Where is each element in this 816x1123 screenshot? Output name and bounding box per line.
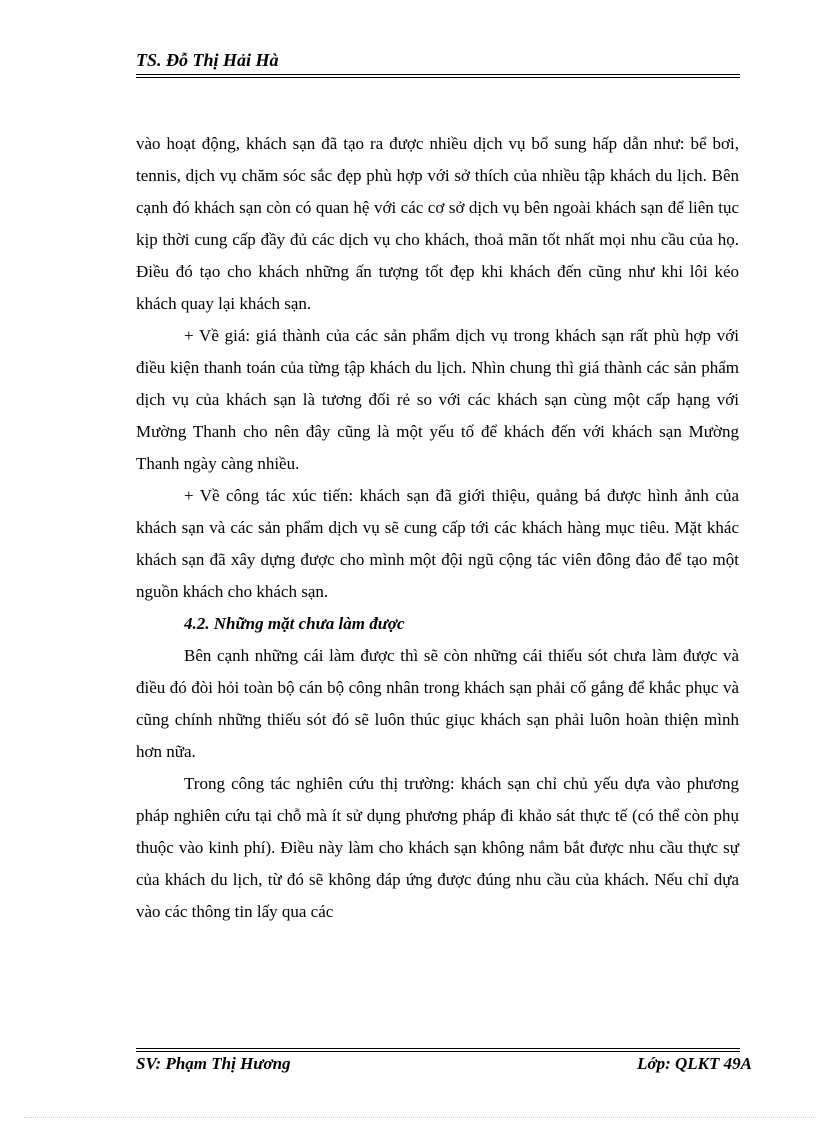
section-heading: 4.2. Những mặt chưa làm được: [184, 614, 405, 633]
header-author: TS. Đỗ Thị Hải Hà: [136, 50, 279, 70]
document-body: [136, 128, 739, 928]
paragraph-market-research: Trong công tác nghiên cứu thị trường: khách sạn chỉ chủ yếu dựa vào phương pháp nghiên cứu tại chỗ mà ít sử dụng phương pháp đi khảo sát thực tế (có thể còn phụ thuộc vào kinh phí). Điều này làm cho khách sạn không nắm bắt được nhu cầu thực sự của khách du lịch, từ đó sẽ không đáp ứng được đúng nhu cầu của khách. Nếu chỉ dựa vào các thông tin lấy qua các: [136, 774, 739, 921]
header-divider: [136, 77, 740, 78]
footer-class: Lớp: QLKT 49A: [637, 1054, 752, 1073]
paragraph-price: + Về giá: giá thành của các sản phẩm dịch vụ trong khách sạn rất phù hợp với điều kiện thanh toán của từng tập khách du lịch. Nhìn chung thì giá thành các sản phẩm dịch vụ của khách sạn là tương đối rẻ so với các khách sạn cùng một cấp hạng với Mường Thanh cho nên đây cũng là một yếu tố để khách đến với khách sạn Mường Thanh ngày càng nhiều.: [136, 326, 739, 473]
paragraph-continued: vào hoạt động, khách sạn đã tạo ra được nhiều dịch vụ bổ sung hấp dẫn như: bể bơi, tennis, dịch vụ chăm sóc sắc đẹp phù hợp với sở thích của nhiều tập khách du lịch. Bên cạnh đó khách sạn còn có quan hệ với các cơ sở dịch vụ bên ngoài khách sạn để liên tục kịp thời cung cấp đầy đủ các dịch vụ cho khách, thoả mãn tốt nhất mọi nhu cầu của họ. Điều đó tạo cho khách những ấn tượng tốt đẹp khi khách đến cũng như khi lôi kéo khách quay lại khách sạn.: [136, 134, 739, 313]
footer-student: SV: Phạm Thị Hương: [136, 1054, 291, 1073]
footer-divider-top: [136, 1048, 740, 1049]
page-header: [136, 48, 740, 75]
page-footer: [136, 1054, 752, 1078]
paragraph-promotion: + Về công tác xúc tiến: khách sạn đã giới thiệu, quảng bá được hình ảnh của khách sạn và các sản phẩm dịch vụ sẽ cung cấp tới các khách hàng mục tiêu. Mặt khác khách sạn đã xây dựng được cho mình một đội ngũ cộng tác viên đông đảo để tạo một nguồn khách cho khách sạn.: [136, 486, 739, 601]
footer-divider-bottom: [136, 1051, 740, 1052]
page-edge: [24, 1117, 816, 1118]
paragraph-shortcomings: Bên cạnh những cái làm được thì sẽ còn những cái thiếu sót chưa làm được và điều đó đòi hỏi toàn bộ cán bộ công nhân trong khách sạn phải cố gắng để khắc phục và cũng chính những thiếu sót đó sẽ luôn thúc giục khách sạn phải luôn hoàn thiện mình hơn nữa.: [136, 646, 739, 761]
